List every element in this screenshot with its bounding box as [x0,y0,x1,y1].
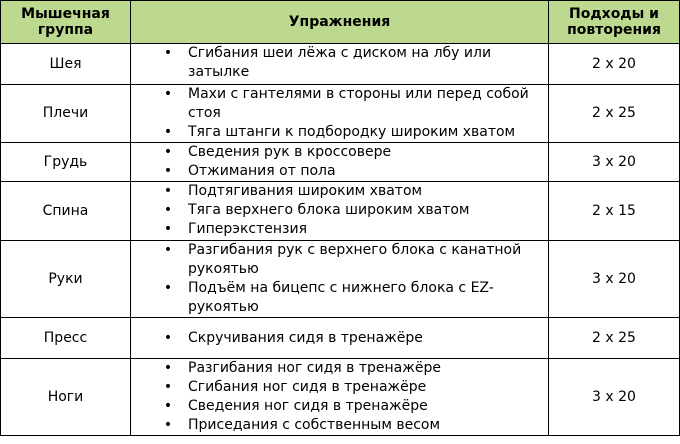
bullet-icon: • [163,242,173,258]
bullet-icon: • [163,221,173,237]
muscle-group-cell: Пресс [1,318,131,359]
exercise-text: Сведения ног сидя в тренажёре [188,398,428,414]
bullet-icon: • [163,144,173,160]
table-row [1,359,680,436]
exercise-text: Тяга штанги к подбородку широким хватом [188,124,516,140]
table-row [1,85,680,143]
table-row [1,143,680,182]
header-sets-reps: Подходы и повторения [549,1,680,44]
sets-reps-cell: 2 х 25 [549,318,680,359]
bullet-icon: • [163,417,173,433]
exercise-text: Подъём на бицепс с нижнего блока с EZ-рукоятью [188,280,494,315]
exercise-list [131,182,548,239]
table-body [1,44,680,436]
bullet-icon: • [163,86,173,102]
exercise-item [131,143,548,162]
bullet-icon: • [163,280,173,296]
muscle-group-cell: Грудь [1,143,131,182]
exercise-list [131,44,548,82]
table-row [1,182,680,241]
bullet-icon: • [163,183,173,199]
exercise-text: Отжимания от пола [188,163,336,179]
header-row [1,1,680,44]
exercise-list [131,143,548,181]
exercise-item [131,44,548,82]
muscle-group-cell: Плечи [1,85,131,143]
bullet-icon: • [163,45,173,61]
exercise-item [131,279,548,317]
exercise-item [131,329,548,348]
bullet-icon: • [163,202,173,218]
exercises-cell [131,143,549,182]
exercise-text: Разгибания ног сидя в тренажёре [188,360,441,376]
muscle-group-cell: Руки [1,241,131,318]
exercises-cell [131,241,549,318]
sets-reps-cell: 2 х 20 [549,44,680,85]
exercise-text: Сгибания ног сидя в тренажёре [188,379,427,395]
exercise-item [131,359,548,378]
table-row [1,44,680,85]
exercise-text: Приседания с собственным весом [188,417,441,433]
muscle-group-cell: Шея [1,44,131,85]
exercises-cell [131,85,549,143]
exercise-text: Тяга верхнего блока широким хватом [188,202,470,218]
exercises-cell [131,44,549,85]
bullet-icon: • [163,398,173,414]
exercise-list [131,359,548,435]
exercise-list [131,329,548,348]
sets-reps-cell: 2 х 15 [549,182,680,241]
header-exercises: Упражнения [131,1,549,44]
exercise-text: Подтягивания широким хватом [188,183,423,199]
exercises-cell [131,359,549,436]
sets-reps-cell: 3 х 20 [549,359,680,436]
sets-reps-cell: 2 х 25 [549,85,680,143]
bullet-icon: • [163,360,173,376]
bullet-icon: • [163,124,173,140]
table-row [1,318,680,359]
exercise-list [131,241,548,317]
exercise-item [131,220,548,239]
muscle-group-cell: Спина [1,182,131,241]
exercise-text: Махи с гантелями в стороны или перед собой стоя [188,86,529,121]
exercise-item [131,378,548,397]
exercise-text: Разгибания рук с верхнего блока с канатной рукоятью [188,242,522,277]
exercise-text: Скручивания сидя в тренажёре [188,329,423,346]
bullet-icon: • [163,379,173,395]
exercise-item [131,397,548,416]
exercises-cell [131,318,549,359]
sets-reps-cell: 3 х 20 [549,241,680,318]
bullet-icon: • [163,329,173,346]
exercise-item [131,162,548,181]
exercises-cell [131,182,549,241]
header-muscle-group: Мышечная группа [1,1,131,44]
exercise-item [131,85,548,123]
exercise-item [131,182,548,201]
exercise-item [131,241,548,279]
exercise-text: Сведения рук в кроссовере [188,144,392,160]
sets-reps-cell: 3 х 20 [549,143,680,182]
bullet-icon: • [163,163,173,179]
exercise-item [131,416,548,435]
exercise-item [131,123,548,142]
table-row [1,241,680,318]
exercise-item [131,201,548,220]
exercise-text: Гиперэкстензия [188,221,308,237]
table-header [1,1,680,44]
muscle-group-cell: Ноги [1,359,131,436]
exercise-list [131,85,548,142]
exercise-text: Сгибания шеи лёжа с диском на лбу или затылке [188,45,492,80]
